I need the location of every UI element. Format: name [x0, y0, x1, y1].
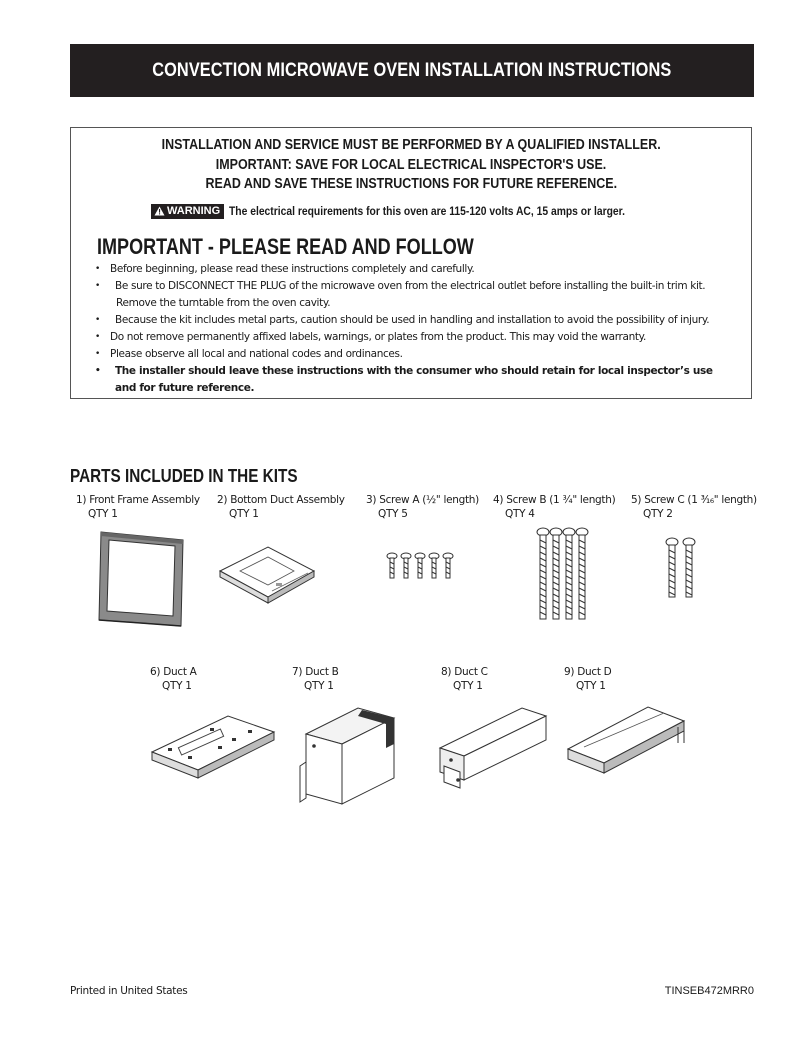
warning-text: The electrical requirements for this oven are 115-120 volts AC, 15 amps or larger. — [229, 204, 626, 218]
part-qty: QTY 4 — [505, 508, 535, 520]
page-title-banner — [70, 44, 754, 97]
part-name: 6) Duct A — [150, 666, 197, 678]
bullet-item: • Because the kit includes metal parts, caution should be used in handling and installation to avoid the possibility of injury. — [95, 312, 735, 329]
bullet-item: • Please observe all local and national codes and ordinances. — [95, 346, 735, 363]
part-qty: QTY 1 — [162, 680, 192, 692]
part-qty: QTY 1 — [304, 680, 334, 692]
notice-line-2: IMPORTANT: SAVE FOR LOCAL ELECTRICAL INSPECTOR'S USE. — [215, 156, 607, 173]
important-title: IMPORTANT - PLEASE READ AND FOLLOW — [97, 234, 474, 259]
duct-d-illustration — [564, 703, 690, 783]
part-qty: QTY 2 — [643, 508, 673, 520]
part-label-front-frame — [76, 493, 200, 521]
part-qty: QTY 5 — [378, 508, 408, 520]
part-name: 7) Duct B — [292, 666, 339, 678]
notice-box — [70, 127, 752, 399]
part-label-bottom-duct — [217, 493, 345, 521]
duct-a-illustration — [148, 708, 278, 784]
part-name: 8) Duct C — [441, 666, 488, 678]
part-label-duct-b — [292, 665, 339, 693]
bullet-item: • Be sure to DISCONNECT THE PLUG of the microwave oven from the electrical outlet before installing the built-in trim kit. — [95, 278, 735, 295]
warning-row — [151, 202, 690, 220]
screw-b-illustration — [534, 526, 594, 626]
part-name: 1) Front Frame Assembly — [76, 494, 200, 506]
notice-line-1: INSTALLATION AND SERVICE MUST BE PERFORMED BY A QUALIFIED INSTALLER. — [161, 137, 661, 153]
part-name: 3) Screw A (½" length) — [366, 494, 479, 506]
page-title: CONVECTION MICROWAVE OVEN INSTALLATION INSTRUCTIONS — [152, 59, 672, 81]
part-label-duct-a — [150, 665, 197, 693]
front-frame-illustration — [95, 528, 190, 630]
bullet-item: • Do not remove permanently affixed labels, warnings, or plates from the product. This may void the warranty. — [95, 329, 735, 346]
part-label-duct-c — [441, 665, 488, 693]
important-bullets — [95, 261, 735, 397]
part-qty: QTY 1 — [229, 508, 259, 520]
screw-c-illustration — [663, 536, 699, 602]
bullet-item: • Before beginning, please read these instructions completely and carefully. — [95, 261, 735, 278]
duct-c-illustration — [434, 704, 552, 790]
part-name: 9) Duct D — [564, 666, 612, 678]
notice-lines — [71, 136, 751, 195]
document-code: TINSEB472MRR0 — [664, 985, 754, 997]
part-label-screw-b — [493, 493, 615, 521]
warning-badge — [151, 204, 224, 219]
duct-b-illustration — [296, 704, 406, 808]
notice-line-3: READ AND SAVE THESE INSTRUCTIONS FOR FUTURE REFERENCE. — [205, 176, 617, 192]
part-label-screw-c — [631, 493, 757, 521]
part-name: 5) Screw C (1 ³⁄₁₆" length) — [631, 494, 757, 506]
bullet-continuation: Remove the turntable from the oven cavity. — [116, 297, 331, 309]
warning-triangle-icon — [154, 206, 165, 216]
parts-title: PARTS INCLUDED IN THE KITS — [70, 466, 298, 486]
part-label-duct-d — [564, 665, 611, 693]
printed-in-text: Printed in United States — [70, 985, 188, 997]
part-qty: QTY 1 — [453, 680, 483, 692]
part-name: 2) Bottom Duct Assembly — [217, 494, 345, 506]
part-label-screw-a — [366, 493, 479, 521]
warning-label: WARNING — [167, 205, 221, 217]
bullet-item: • The installer should leave these instructions with the consumer who should retain for local inspector’s use and for future reference. — [95, 363, 735, 397]
screw-a-illustration — [383, 550, 463, 584]
part-name: 4) Screw B (1 ¾" length) — [493, 494, 616, 506]
part-qty: QTY 1 — [576, 680, 606, 692]
part-qty: QTY 1 — [88, 508, 118, 520]
bottom-duct-illustration — [216, 541, 318, 606]
